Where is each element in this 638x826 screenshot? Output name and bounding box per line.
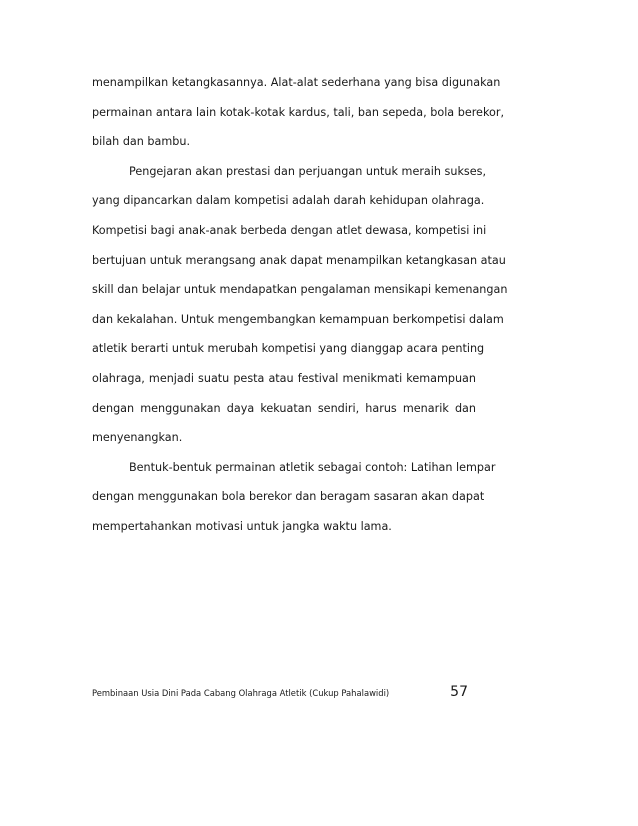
text-line: Kompetisi bagi anak-anak berbeda dengan atlet dewasa, kompetisi ini (92, 223, 487, 237)
text-line: dengan menggunakan daya kekuatan sendiri, harus menarik dan (92, 401, 476, 415)
paragraph-1 (92, 68, 505, 157)
text-line: yang dipancarkan dalam kompetisi adalah darah kehidupan olahraga. (92, 194, 485, 208)
text-line: menyenangkan. (92, 431, 183, 445)
text-line: Bentuk-bentuk permainan atletik sebagai contoh: Latihan lempar (129, 460, 496, 474)
page-footer (92, 683, 476, 703)
page-number: 57 (450, 684, 468, 700)
text-line: menampilkan ketangkasannya. Alat-alat sederhana yang bisa digunakan (92, 76, 501, 89)
text-line: bertujuan untuk merangsang anak dapat menampilkan ketangkasan atau (92, 253, 506, 267)
text-line: dan kekalahan. Untuk mengembangkan kemampuan berkompetisi dalam (92, 312, 504, 326)
paragraph-3 (92, 453, 496, 542)
paragraph-2 (92, 157, 508, 453)
text-line: skill dan belajar untuk mendapatkan pengalaman mensikapi kemenangan (92, 283, 508, 297)
text-line: Pengejaran akan prestasi dan perjuangan untuk meraih sukses, (129, 164, 487, 178)
footer-title: Pembinaan Usia Dini Pada Cabang Olahraga Atletik (Cukup Pahalawidi) (92, 688, 390, 698)
text-line: atletik berarti untuk merubah kompetisi yang dianggap acara penting (92, 342, 485, 356)
text-line: bilah dan bambu. (92, 135, 191, 149)
text-line: dengan menggunakan bola berekor dan beragam sasaran akan dapat (92, 490, 485, 504)
text-line: mempertahankan motivasi untuk jangka waktu lama. (92, 519, 392, 533)
text-line: permainan antara lain kotak-kotak kardus, tali, ban sepeda, bola berekor, (92, 105, 505, 119)
body-text (92, 68, 508, 542)
text-line: olahraga, menjadi suatu pesta atau festival menikmati kemampuan (92, 371, 476, 385)
